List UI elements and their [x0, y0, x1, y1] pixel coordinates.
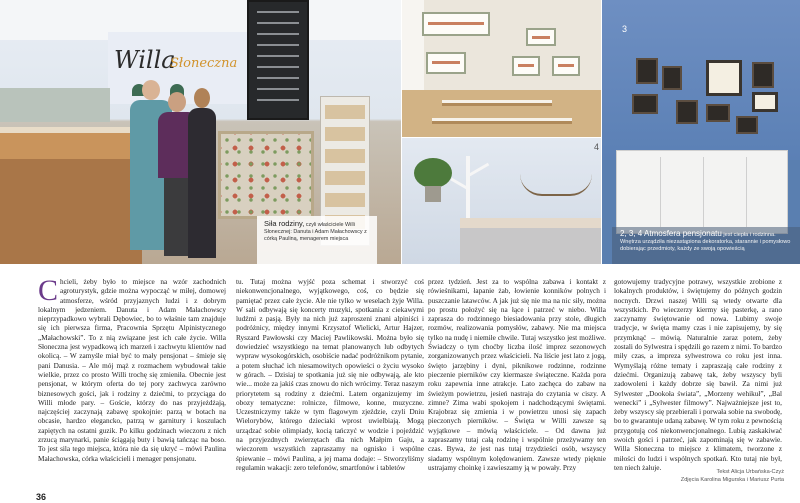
sign-word: Willa	[114, 46, 176, 74]
caption-box	[257, 216, 377, 264]
picture-frame	[422, 12, 490, 36]
article-column-1	[38, 274, 226, 464]
shelf	[0, 88, 110, 122]
wall-frame	[676, 100, 698, 124]
bed	[460, 218, 601, 264]
wall-frame	[752, 62, 774, 88]
caption-title: Siła rodziny,	[264, 219, 305, 228]
photo-number: 3	[622, 24, 628, 34]
photo-caption	[612, 227, 800, 253]
caption-text: jest ciepła i rodzinna. Wnętrza urządziła niezastąpiona dekoratorka, starannie i pomysłowo dobierając przedmioty, każdy ze swoją opowieścią	[620, 232, 791, 252]
decorative-tree	[466, 156, 470, 224]
column-text: tu. Tutaj można wyjść poza schemat i stworzyć coś niekonwencjonalnego, wyjątkowego, coś, co będzie się pamiętać przez całe życie. Ale nie tylko w weselach żyje Willa. W sali odbywają się koncerty muzyki, spotkania z ciekawymi ludźmi z pasją. Były na nich już zaproszeni znani alpiniści i podróżnicy, między innymi Krzysztof Wielicki, Artur Hajzer, Ryszard Pawłowski czy Maciej Pawlikowski. Można było się dowiedzieć wszystkiego na temat planowanych lub odbytych wypraw wysokogórskich, osobiście nadać podróżnikom pytanie, a potem słuchać ich niesamowitych opowieści o życiu wysoko w górach. – Dzisiaj te spotkania już się nie odbywają, ale kto wie... może za jakiś czas znowu do nich wrócimy. Teraz naszym priorytetem są rodziny z dziećmi. Latem organizujemy im obozy tematyczne: rolnicze, filmowe, konne, muzyczne. Uczestniczymy także w tym flagowym zjeździe, czyli Dniu Wielorybów, którego dzieciaki wprost uwielbiają. Mogą urządzać sobie olimpiady, kocią tańczyć w wodzie i pojeździć na przyjezdnych zwierzętach dla nich Małpim Gaju, a wieczorem wszystkich zapraszamy na ognisko i wspólne śpiewanie – mówi Paulina, a jej mama dodaje: – Stworzyliśmy regulamin wakacji: zero telefonów, smartfonów i tabletów	[236, 278, 424, 472]
picture-frame	[426, 52, 466, 74]
wall-frame	[752, 92, 778, 112]
article-column-3	[428, 278, 606, 473]
credits	[664, 468, 784, 484]
menu-blackboard	[247, 0, 309, 120]
photo-bedroom	[402, 138, 601, 264]
wall-frame	[662, 66, 682, 90]
credit-photos: Zdjęcia Karolina Migurska i Mariusz Purta	[680, 477, 784, 483]
caption-text: czyli właściciele Willi Słonecznej: Danuta i Adam Małachowscy z córką Pauliną, menagerem miejsca	[264, 222, 367, 242]
article-column-2	[236, 278, 424, 473]
wall-frame-wreath	[706, 60, 742, 96]
wall-frame	[636, 58, 658, 84]
page-number: 36	[36, 492, 47, 502]
mosaic-panel	[218, 131, 314, 219]
dining-table	[432, 118, 572, 124]
photo-number: 4	[594, 142, 600, 152]
wall-frame	[706, 104, 730, 122]
photo-caption	[257, 216, 377, 243]
column-text: przez tydzień. Jest za to wspólna zabawa i kontakt z rówieśnikami, łapanie żab, łowienie konników polnych i puszczanie latawców. A jak już się nie ma na nic siły, można po prostu położyć się na łące i patrzeć w niebo. Willa zaprasza do rodzinnego biesiadowania przy stole, długich rozmów, realizowania pomysłów, zabawy. Nie ma miejsca tylko na nudę i niemiłe chwile. Tutaj wszystko jest możliwe. Świadczy o tym choćby liczba ilość imprez sezonowych zorganizowanych przez właścicieli. Na liście jest lato z jogą, święto jarzębiny i dyni, piknikowe rodzinne, rodzinne pieczenie pierników czy kiermasze świąteczne. Każda pora roku zapewnia inne atrakcje. Lato zachęca do zabaw na świeżym powietrzu, jesień nastraja do czytania w ciszy. A zimne? Zima wabi spokojem i nadchodzącymi świętami. Krajobraz się zmienia i w powietrzu unosi się zapach pieczonych pierników. – Święta w Willi zawsze są wyjątkowe – mówią właściciele. – Od dawna już zapraszamy tutaj całą rodzinę i wspólnie przeżywamy ten czas. Bywa, że jest nas tutaj trzydzieści osób, wszyscy siadamy wspólnym kolędowaniem. Zawsze wtedy pięknie ustrajamy choinkę i zawieszamy ją w powały. Przy	[428, 278, 606, 472]
photo-family-cafe	[0, 0, 401, 264]
caption-box	[612, 227, 800, 264]
caption-title: 2, 3, 4 Atmosfera pensjonatu	[620, 229, 722, 238]
floor	[402, 90, 601, 137]
picture-frame	[552, 56, 580, 76]
picture-frame	[512, 56, 540, 76]
wall-frame	[632, 94, 658, 114]
picture-frame	[526, 28, 556, 46]
dining-table	[442, 100, 552, 106]
sign-script: Słoneczna	[170, 56, 238, 71]
wall-frame	[736, 116, 758, 134]
column-text: gotowujemy tradycyjne potrawy, wszystkie zrobione z lokalnych produktów, i świętujemy do późnych godzin nocnych. Drzwi naszej Willi są wtedy otwarte dla wszystkich. Po wieczerzy kiermy się pasterkę, a rano zaczynamy świętowanie od nowa. Lubimy swoje tradycje, w święta mamy czas i nie zapisujemy, by się przymknąć – mówią. Naturalnie zaraz potem, żeby zostali do Sylwestra i spędzili go razem z nimi. To bardzo miły czas, a impreza sylwestrowa co roku jest inna. Wymyślają różne tematy i zapraszają całe rodziny z dziećmi. Organizują zabawę tak, żeby wszyscy byli zadowoleni i każdy dobrze się bawił. Za nimi już Sylwester „Dookoła świata”, „Morzeny wehikuł”, „Bal wenecki” i „Sylwester filmowy”. Najważniejsze jest to, żeby wszyscy się przebierali i porwała sobie na swobodę, bo to gwarantuje udaną zabawę. W tym roku z pewnością przygotują coś niekonwencjonalnego. Lubią zaskakiwać swoich gości i patrzeć, jak zapominają się w zabawie. Willa Słoneczna to miejsce z klimatem, tworzone z miłości do ludzi i wspólnych spotkań. Kto tutaj nie był, ten niech żałuje.	[614, 278, 782, 472]
wooden-counter	[0, 127, 142, 264]
white-cupboard	[616, 150, 788, 234]
photo-gallery-wall	[602, 0, 800, 264]
plant-pot	[425, 186, 441, 202]
garland	[520, 174, 592, 196]
column-text: hcieli, żeby było to miejsce na wzór zachodnich agroturystyk, gdzie można wypocząć w miłej, domowej atmosferze, wśród przyjaznych ludzi i z dobrym lokalnym jedzeniem. Danuta i Adam Małachowscy nieprzypadkowo wybrali Dębowiec, bo to właśnie tam znajduje się ich pierwsza firma, Pracownia Sprzętu Alpinistycznego „Małachowski”. To z nią związane jest ich całe życie. Willa Słoneczna jest wypadkową ich marzeń i zachwytu klientów nad okolicą. – W zamyśle miał być to mały pensjonat – śmieje się pani Danusia. – Ale mój mąż z rozmachem wybudował takie wielkie, przez co prosto Willi trochę się zmieniła. Obecnie jest pensjonat, w którym oferta do tej pory zachwyca zarówno biznesowych gości, jak i rodziny z dziećmi, to przyciąga do Willi młode pary. – Goście, którzy do nas przyjeżdżają, najczęściej zaczynają zabawę spokojnie: parzą w botach na obcasie, hardzo elegancko, patrzą w garnitury i koszulach zapiętych na ostatni guzik. Po kilku godzinach wieczoru z nich zrzucą marynarki, panie ściągają buty i bawią tańcząc na boso. To jest sila tego miejsca, która nie da się ukryć – mówi Paulina Małachowska, córka właścicieli i menager pensjonatu.	[38, 278, 226, 463]
dropcap: C	[38, 274, 59, 307]
photo-dining-room	[402, 0, 601, 137]
credit-text: Tekst Alicja Urbańska-Czyż	[716, 469, 784, 475]
article-column-4	[614, 278, 782, 473]
plant	[414, 158, 452, 188]
